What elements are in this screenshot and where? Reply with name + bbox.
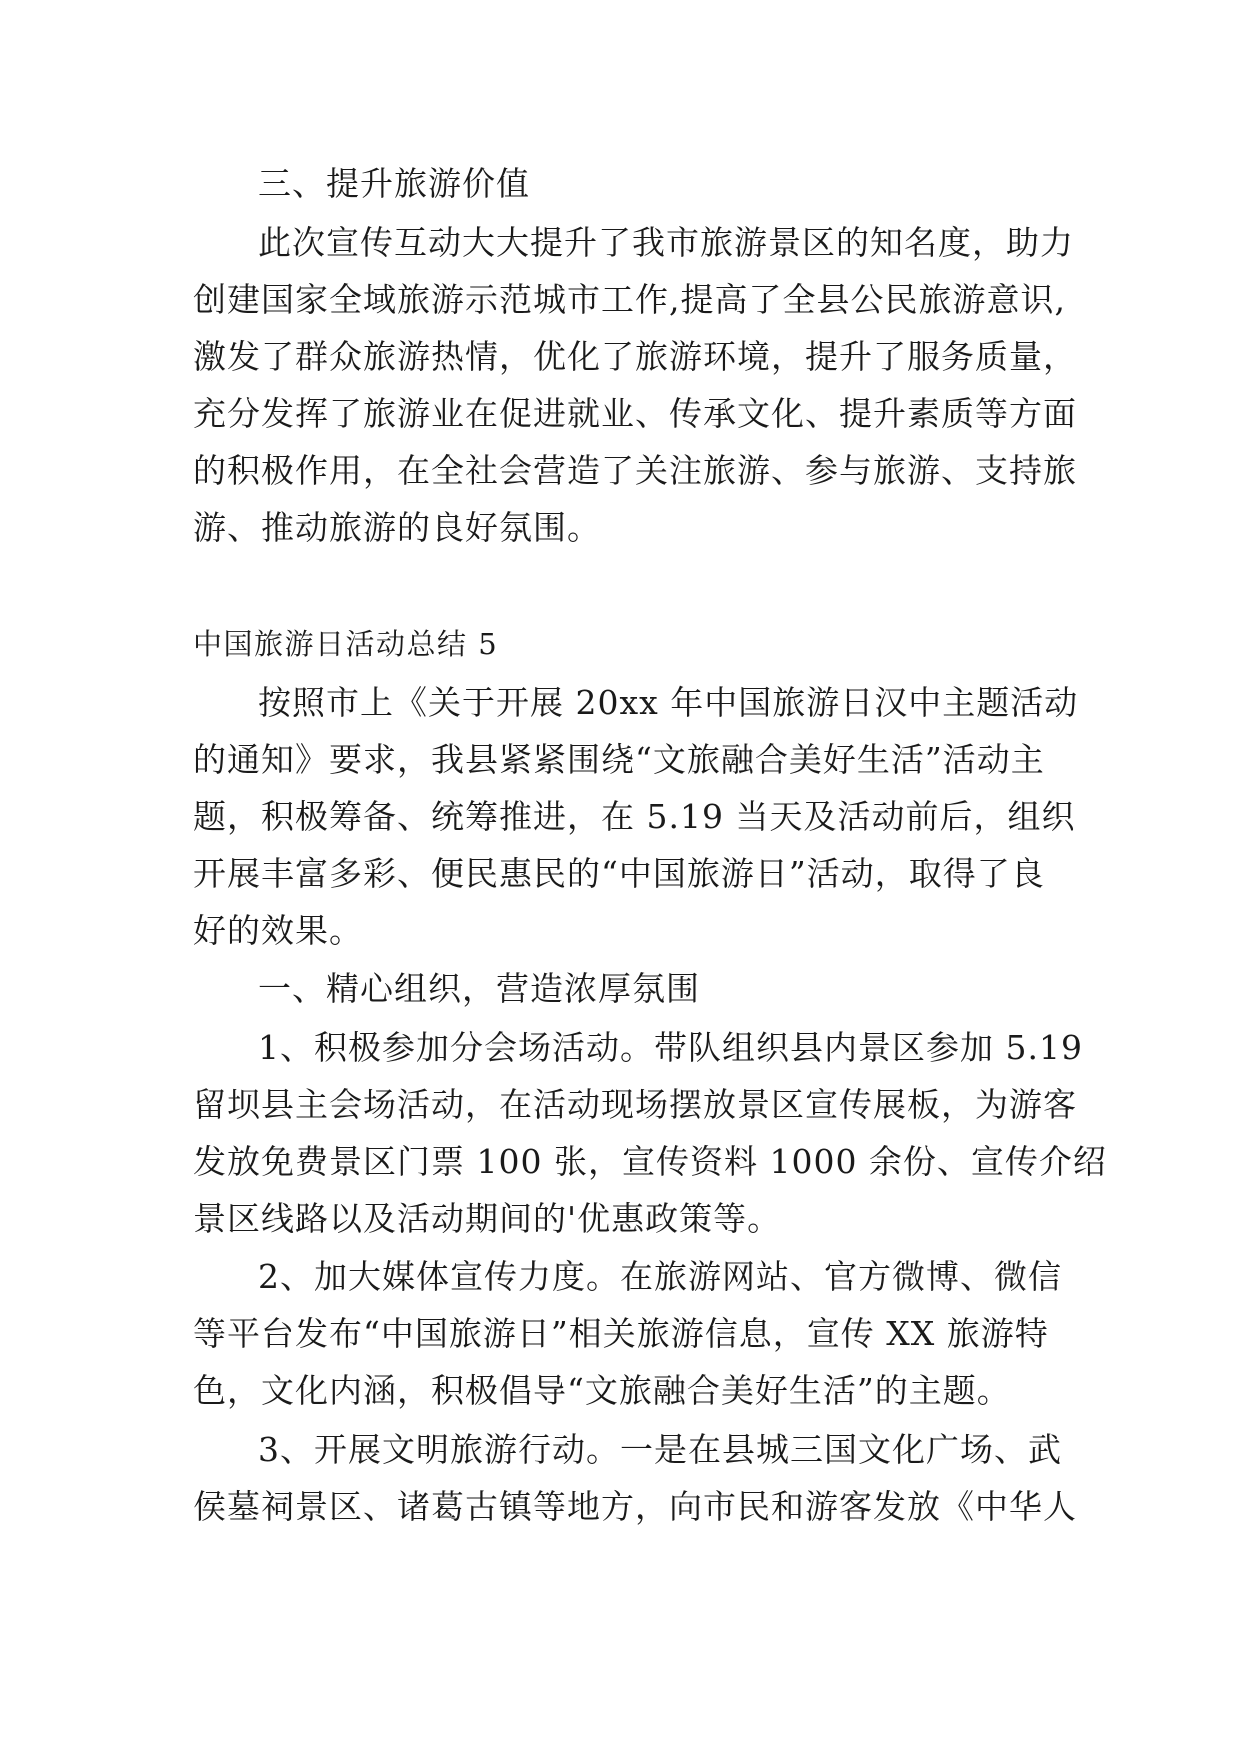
paragraph-line: 此次宣传互动大大提升了我市旅游景区的知名度，助力 — [258, 223, 1074, 262]
paragraph-line: 的通知》要求，我县紧紧围绕“文旅融合美好生活”活动主 — [193, 740, 1045, 779]
paragraph-line: 景区线路以及活动期间的'优惠政策等。 — [193, 1199, 782, 1238]
paragraph-line: 色，文化内涵，积极倡导“文旅融合美好生活”的主题。 — [193, 1371, 1011, 1410]
paragraph-line: 按照市上《关于开展 20xx 年中国旅游日汉中主题活动 — [258, 683, 1079, 722]
paragraph-line: 激发了群众旅游热情，优化了旅游环境，提升了服务质量， — [193, 337, 1077, 376]
summary-title: 中国旅游日活动总结 5 — [193, 627, 499, 661]
section-1-heading: 一、精心组织，营造浓厚氛围 — [258, 969, 700, 1008]
paragraph-line: 2、加大媒体宣传力度。在旅游网站、官方微博、微信 — [258, 1257, 1062, 1296]
paragraph-line: 3、开展文明旅游行动。一是在县城三国文化广场、武 — [258, 1430, 1062, 1469]
paragraph-line: 发放免费景区门票 100 张，宣传资料 1000 余份、宣传介绍 — [193, 1142, 1107, 1181]
section-3-heading: 三、提升旅游价值 — [258, 164, 530, 203]
paragraph-line: 的积极作用，在全社会营造了关注旅游、参与旅游、支持旅 — [193, 451, 1077, 490]
paragraph-line: 等平台发布“中国旅游日”相关旅游信息，宣传 XX 旅游特 — [193, 1314, 1049, 1353]
paragraph-line: 留坝县主会场活动，在活动现场摆放景区宣传展板，为游客 — [193, 1085, 1077, 1124]
paragraph-line: 充分发挥了旅游业在促进就业、传承文化、提升素质等方面 — [193, 394, 1077, 433]
paragraph-line: 侯墓祠景区、诸葛古镇等地方，向市民和游客发放《中华人 — [193, 1487, 1077, 1526]
paragraph-line: 好的效果。 — [193, 911, 363, 950]
paragraph-line: 创建国家全域旅游示范城市工作,提高了全县公民旅游意识, — [193, 280, 1066, 319]
paragraph-line: 游、推动旅游的良好氛围。 — [193, 508, 601, 547]
paragraph-line: 题，积极筹备、统筹推进，在 5.19 当天及活动前后，组织 — [193, 797, 1076, 836]
paragraph-line: 开展丰富多彩、便民惠民的“中国旅游日”活动，取得了良 — [193, 854, 1045, 893]
paragraph-line: 1、积极参加分会场活动。带队组织县内景区参加 5.19 — [258, 1028, 1083, 1067]
